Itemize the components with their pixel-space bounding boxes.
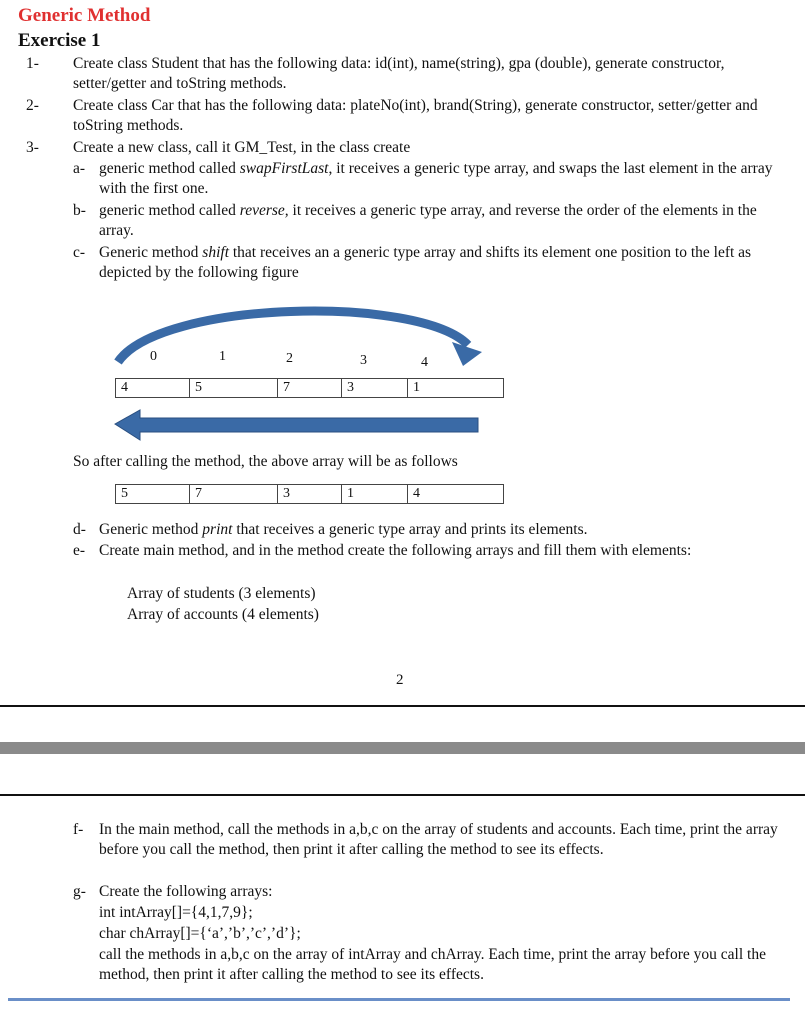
page-gap-bar — [0, 742, 805, 754]
sub-item-d — [0, 520, 770, 540]
sub-item-letter: g- — [73, 883, 86, 900]
code-line: char chArray[]={‘a’,’b’,’c’,’d’}; — [99, 925, 301, 942]
code-line: int intArray[]={4,1,7,9}; — [99, 904, 253, 921]
sub-item-g — [0, 882, 770, 982]
method-name: swapFirstLast — [239, 160, 329, 177]
sub-item-letter: b- — [73, 202, 86, 219]
array-line: Array of students (3 elements) — [127, 585, 316, 602]
array-line: Array of accounts (4 elements) — [127, 606, 319, 623]
list-item-2 — [18, 96, 788, 136]
item-text: Create a new class, call it GM_Test, in the class create — [73, 139, 411, 156]
exercise-heading: Exercise 1 — [18, 30, 101, 51]
page-bottom-rule — [0, 705, 805, 707]
array-cell: 3 — [341, 379, 407, 397]
page-number: 2 — [396, 672, 404, 688]
method-name: print — [202, 521, 233, 538]
index-label: 2 — [286, 351, 293, 366]
bottom-blue-rule — [8, 998, 790, 1001]
array-cell: 1 — [407, 379, 503, 397]
sub-item-letter: d- — [73, 521, 86, 538]
left-shift-arrow — [115, 410, 478, 440]
sub-item-letter: f- — [73, 821, 84, 838]
array-cell: 5 — [121, 486, 128, 501]
list-item-1 — [18, 54, 788, 94]
item-number: 3- — [26, 139, 39, 156]
item-text: Create class Car that has the following data: plateNo(int), brand(String), generate constructor, setter/getter and toString methods. — [73, 97, 758, 134]
sub-item-text: Create main method, and in the method create the following arrays and fill them with elements: — [99, 542, 692, 559]
item-number: 2- — [26, 97, 39, 114]
figure-caption: So after calling the method, the above array will be as follows — [73, 453, 458, 470]
index-label: 3 — [360, 353, 367, 368]
array-cell: 1 — [341, 485, 407, 503]
array-cell: 7 — [189, 485, 277, 503]
sub-item-b — [0, 201, 770, 241]
rotate-arc-arrow — [118, 311, 468, 362]
sub-item-a — [0, 159, 773, 199]
sub-item-e — [0, 541, 770, 625]
sub-item-c — [0, 243, 770, 283]
item-text: Create class Student that has the following data: id(int), name(string), gpa (double), generate constructor, setter/getter and toString methods. — [73, 55, 725, 92]
sub-item-letter: c- — [73, 244, 86, 261]
sub-item-text: generic method called reverse, it receives a generic type array, and reverse the order of the elements in the array. — [99, 202, 757, 239]
array-cell: 7 — [277, 379, 341, 397]
method-name: reverse, — [239, 202, 289, 219]
index-label: 4 — [421, 355, 428, 370]
array-before — [115, 378, 504, 398]
sub-item-text: generic method called swapFirstLast, it receives a generic type array, and swaps the last element in the array with the first one. — [99, 160, 773, 197]
sub-item-text: Create the following arrays: — [99, 883, 273, 900]
page-top-rule — [0, 794, 805, 796]
method-name: shift — [202, 244, 229, 261]
array-cell: 4 — [121, 380, 128, 395]
sub-item-letter: e- — [73, 542, 86, 559]
sub-item-text: Generic method print that receives a generic type array and prints its elements. — [99, 521, 588, 538]
item-number: 1- — [26, 55, 39, 72]
sub-item-letter: a- — [73, 160, 86, 177]
shift-figure — [0, 300, 805, 450]
array-after — [115, 484, 504, 504]
array-cell: 4 — [407, 485, 503, 503]
index-label: 1 — [219, 349, 226, 364]
index-label: 0 — [150, 349, 157, 364]
array-cell: 3 — [277, 485, 341, 503]
sub-item-f — [0, 820, 778, 882]
list-item-3 — [18, 138, 788, 158]
sub-item-text: Generic method shift that receives an a generic type array and shifts its element one position to the left as depicted by the following figure — [99, 244, 752, 281]
sub-item-text: call the methods in a,b,c on the array of intArray and chArray. Each time, print the array before you call the method, then print it after calling the method to see its effects. — [99, 946, 766, 983]
array-cell: 5 — [189, 379, 277, 397]
sub-item-text: In the main method, call the methods in a,b,c on the array of students and accounts. Each time, print the array before you call the method, then print it after calling the method to see its effects. — [99, 821, 778, 858]
document-title: Generic Method — [18, 5, 151, 26]
